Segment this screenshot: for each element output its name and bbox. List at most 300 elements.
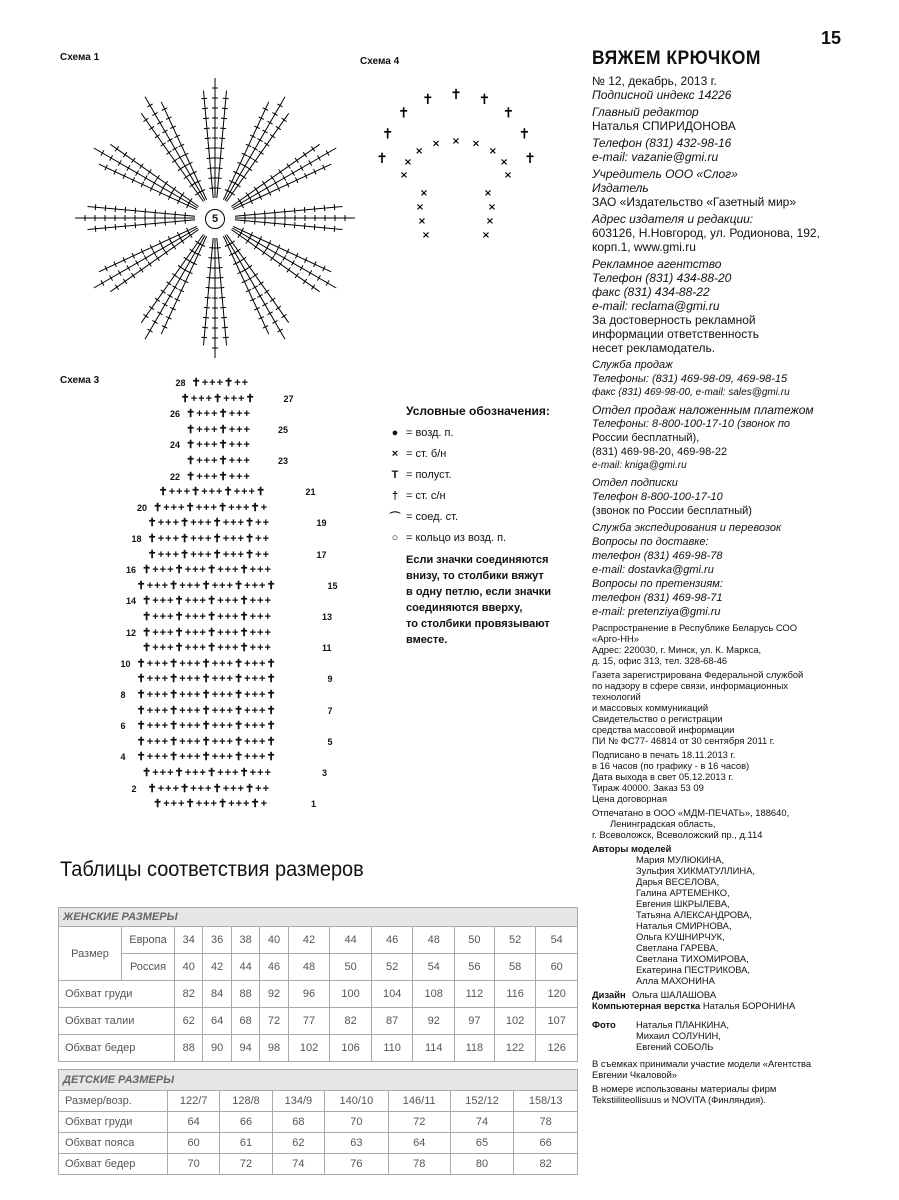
stitch-mark: [195, 241, 200, 244]
cell: 92: [260, 981, 288, 1008]
printed-2: Ленинградская область,: [610, 818, 716, 829]
stitch-mark: [220, 128, 226, 129]
stitch-mark: [115, 206, 116, 212]
cell: 94: [231, 1035, 259, 1062]
cod-phones: Телефоны: 8-800-100-17-10 (звонок по: [592, 418, 790, 430]
women-section-title: ЖЕНСКИЕ РАЗМЕРЫ: [59, 908, 578, 927]
kids-size-label: Размер/возр.: [59, 1091, 168, 1112]
scheme-3-row-number: 4: [120, 752, 126, 763]
stitch-mark: [282, 118, 287, 121]
scheme-3-row-stitches: ✝+++✝+++✝+++✝+++: [142, 626, 272, 639]
europe-size: 48: [413, 927, 455, 954]
scheme-3-row-stitches: ✝+++✝+++✝+++✝+++✝: [136, 689, 277, 701]
stitch-mark: [204, 128, 210, 129]
legend-item: [384, 527, 564, 548]
stitch-mark: [162, 303, 167, 306]
issue: № 12, декабрь, 2013 г.: [592, 74, 717, 88]
cell: 78: [514, 1112, 578, 1133]
russia-size: 54: [413, 954, 455, 981]
stitch-mark: [247, 265, 252, 268]
russia-size: 44: [231, 954, 259, 981]
stitch-mark: ✝: [478, 91, 491, 108]
russia-size: 52: [371, 954, 413, 981]
stitch-mark: [284, 221, 285, 227]
russia-size: 40: [175, 954, 203, 981]
table-row: [59, 1035, 578, 1062]
table-row: [59, 981, 578, 1008]
scheme-3-row-stitches: ✝+++✝+++✝+++✝+++: [142, 564, 272, 577]
stitch-mark: ×: [471, 138, 481, 150]
print-1: Подписано в печать 18.11.2013 г.: [592, 749, 736, 760]
scheme-3-row-stitches: ✝+++✝+++✝+++✝+: [153, 501, 269, 514]
stitch-mark: [271, 175, 274, 180]
scheme-3-row-stitches: ✝+++✝+++: [186, 423, 251, 436]
stitch-mark: [204, 307, 210, 308]
stitch-mark: [238, 233, 241, 238]
stitch-mark: [223, 98, 229, 99]
stitch-mark: [201, 337, 207, 338]
stitch-mark: [110, 155, 113, 160]
stitch-mark: [264, 290, 269, 293]
cell: 118: [455, 1035, 495, 1062]
photographer-name: Евгений СОБОЛЬ: [636, 1041, 714, 1052]
stitch-mark: [208, 268, 214, 269]
expedition-q1: Вопросы по доставке:: [592, 536, 709, 548]
stitch-mark: ×: [431, 138, 441, 150]
stitch-mark: [155, 210, 156, 216]
stitch-mark: [172, 274, 177, 277]
europe-size: 42: [288, 927, 330, 954]
stitch-mark: [317, 155, 320, 160]
stitch-mark: [205, 138, 211, 139]
scheme-3-row-stitches: ✝+++✝+++✝+++✝+++✝: [136, 704, 277, 717]
cell: 122: [494, 1035, 536, 1062]
stitch-mark: ✝: [524, 151, 536, 167]
stitch-mark: [274, 250, 277, 255]
stitch-mark: [242, 268, 247, 271]
stitch-mark: [270, 135, 275, 138]
stitch-mark: [156, 175, 159, 180]
author-name: Светлана ТИХОМИРОВА,: [636, 953, 749, 964]
models-2: Евгении Чкаловой»: [592, 1069, 678, 1080]
author-name: Евгения ШКРЫЛЕВА,: [636, 898, 730, 909]
author-name: Мария МУЛЮКИНА,: [636, 854, 725, 865]
sales-title: Служба продаж: [592, 359, 673, 371]
legend-text: = возд. п.: [406, 426, 454, 439]
kids-size: 128/8: [220, 1091, 272, 1112]
stitch-mark: [274, 180, 277, 185]
cell: 100: [330, 981, 372, 1008]
stitch-mark: [217, 238, 227, 346]
europe-size: 38: [231, 927, 259, 954]
stitch-mark: [265, 220, 266, 226]
cell: 112: [455, 981, 495, 1008]
cell: 110: [371, 1035, 413, 1062]
stitch-mark: [245, 218, 246, 224]
legend-note-line: Если значки соединяются: [406, 554, 549, 566]
stitch-mark: [257, 139, 262, 142]
stitch-mark: [172, 286, 177, 289]
row-label: Обхват пояса: [59, 1133, 168, 1154]
cell: 98: [260, 1035, 288, 1062]
stitch-mark: [153, 250, 156, 255]
stitch-mark: [148, 169, 151, 174]
print-3: Дата выхода в свет 05.12.2013 г.: [592, 771, 734, 782]
stitch-mark: [147, 329, 152, 332]
scheme-3-row-number: 8: [120, 690, 126, 700]
stitch-mark: [140, 267, 143, 272]
stitch-mark: [236, 184, 241, 187]
cell: 62: [272, 1133, 324, 1154]
stitch-mark: [311, 146, 314, 151]
stitch-mark: [144, 255, 147, 260]
legend-note: [384, 552, 564, 648]
stitch-mark: [218, 287, 224, 288]
europe-size: 46: [371, 927, 413, 954]
stitch-mark: [155, 298, 160, 301]
stitch-mark: [123, 279, 126, 284]
stitch-mark: [283, 255, 286, 260]
scheme-3-row-stitches: ✝+++✝+++: [186, 439, 251, 452]
stitch-mark: [262, 303, 267, 306]
publisher-title: Издатель: [592, 181, 649, 195]
stitch-mark: [326, 280, 329, 285]
scheme-3-row-stitches: ✝+++✝+++: [186, 408, 251, 421]
scheme-3-row-number: 10: [120, 658, 131, 669]
scheme-3-row-number: 2: [131, 783, 137, 794]
cell: 92: [413, 1008, 455, 1035]
stitch-mark: [241, 175, 246, 178]
cell: 63: [325, 1133, 389, 1154]
layout-name: Наталья БОРОНИНА: [702, 1000, 796, 1011]
size-label: Размер: [59, 927, 122, 981]
stitch-mark: [140, 164, 143, 169]
registration-1: Газета зарегистрирована Федеральной службой: [592, 669, 804, 680]
registration-4: и массовых коммуникаций: [592, 702, 709, 713]
cell: 102: [288, 1035, 330, 1062]
scheme-3-row-stitches: ✝+++✝+++✝+++✝++: [147, 782, 271, 795]
stitch-mark: [166, 282, 171, 285]
kids-section-title: ДЕТСКИЕ РАЗМЕРЫ: [59, 1070, 578, 1091]
scheme-3-row-number: 9: [327, 674, 333, 685]
stitch-mark: [259, 282, 264, 285]
models-1: В съемках принимали участие модели «Агентства: [592, 1058, 812, 1069]
cell: 74: [450, 1112, 514, 1133]
cell: 84: [203, 981, 231, 1008]
cell: 126: [536, 1035, 578, 1062]
registration-3: технологий: [592, 691, 641, 702]
expedition-phone-1: телефон (831) 469-98-78: [592, 550, 723, 562]
stitch-mark: [300, 265, 303, 270]
scheme-3-row-number: 25: [278, 424, 289, 435]
stitch-mark: [132, 158, 135, 163]
legend-text: = соед. ст.: [406, 510, 459, 523]
row-label: Обхват груди: [59, 1112, 168, 1133]
scheme-3-row-number: 24: [170, 440, 181, 451]
subscription-title: Отдел подписки: [592, 477, 678, 489]
stitch-mark: [136, 260, 139, 265]
stitch-mark: [181, 193, 184, 198]
stitch-mark: ×: [417, 216, 427, 227]
stitch-mark: [157, 312, 162, 315]
stitch-mark: [295, 158, 298, 163]
scheme-3-row-stitches: ✝+++✝+++✝+++✝+++: [142, 595, 272, 608]
scheme-3-row-stitches: ✝+++✝+++✝: [180, 392, 256, 405]
publisher: ЗАО «Издательство «Газетный мир»: [592, 195, 797, 209]
stitch-mark: [209, 248, 215, 249]
cell: 96: [288, 981, 330, 1008]
stitch-mark: [291, 260, 294, 265]
scheme-3-row-number: 18: [131, 534, 142, 544]
registration-7: ПИ № ФС77- 46814 от 30 сентября 2011 г.: [592, 735, 775, 746]
stitch-mark: [123, 152, 126, 157]
stitch-mark: ✝: [421, 91, 434, 108]
scheme-3-row-number: 22: [170, 471, 181, 482]
stitch-mark: [182, 165, 187, 168]
stitch-mark: ×: [399, 170, 409, 181]
cell: 104: [371, 981, 413, 1008]
stitch-mark: [304, 207, 305, 213]
stitch-mark: [135, 208, 136, 214]
stitch-mark: [221, 317, 227, 318]
cell: 74: [272, 1154, 324, 1175]
stitch-mark: [274, 220, 275, 226]
cell: 107: [536, 1008, 578, 1035]
stitch-mark: ×: [487, 202, 497, 213]
legend-note-line: вместе.: [406, 634, 448, 646]
printed-1: Отпечатано в ООО «МДМ-ПЕЧАТЬ», 188640,: [592, 807, 790, 818]
stitch-mark: [135, 222, 136, 228]
stitch-mark: [270, 298, 275, 301]
stitch-mark: [222, 108, 228, 109]
scheme-3-row-number: 11: [322, 643, 332, 654]
scheme-3-row-stitches: ✝+++✝+++: [186, 455, 251, 467]
stitch-mark: [118, 160, 121, 165]
scheme-3-row-stitches: ✝+++✝+++✝+++✝++: [147, 533, 271, 545]
stitch-mark: [219, 138, 225, 139]
cell: 70: [325, 1112, 389, 1133]
europe-size: 50: [455, 927, 495, 954]
sales-fax: факс (831) 469-98-00, e-mail: sales@gmi.ru: [592, 387, 790, 398]
editor-title: Главный редактор: [592, 105, 699, 119]
ad-agency-title: Рекламное агентство: [592, 257, 722, 271]
stitch-mark: [143, 118, 148, 121]
stitch-mark: [132, 273, 135, 278]
size-tables-heading: Таблицы соответствия размеров: [60, 858, 364, 881]
cell: 116: [494, 981, 536, 1008]
stitch-mark: [165, 211, 166, 217]
ad-note-2: информации ответственность: [592, 327, 759, 341]
kids-size: 146/11: [388, 1091, 450, 1112]
cell: 65: [450, 1133, 514, 1154]
stitch-mark: [300, 165, 303, 170]
legend-symbol: ○: [391, 531, 399, 544]
legend-note-line: внизу, то столбики вяжут: [406, 570, 544, 582]
stitch-mark: [294, 222, 295, 228]
legend-symbol: ●: [391, 426, 399, 439]
stitch-mark: [177, 156, 182, 159]
stitch-mark: [148, 262, 151, 267]
scheme-3-row-stitches: ✝+++✝+++✝+++✝+++: [142, 642, 272, 655]
cell: 88: [175, 1035, 203, 1062]
stitch-mark: [156, 256, 159, 261]
stitch-mark: [162, 185, 165, 190]
page-number: 15: [820, 28, 841, 48]
stitch-mark: [155, 135, 160, 138]
stitch-mark: ×: [451, 136, 461, 147]
cell: 82: [514, 1154, 578, 1175]
stitch-mark: [283, 175, 286, 180]
scheme-1-center-ring: 5: [205, 209, 225, 229]
stitch-mark: [164, 181, 167, 186]
stitch-mark: [217, 168, 223, 169]
cell: 80: [450, 1154, 514, 1175]
stitch-mark: [149, 126, 154, 129]
ad-note-3: несет рекламодатель.: [592, 341, 716, 355]
stitch-mark: [203, 91, 213, 199]
stitch-mark: [110, 275, 113, 280]
stitch-mark: [177, 277, 182, 280]
kids-size: 140/10: [325, 1091, 389, 1112]
stitch-mark: [334, 204, 335, 210]
kids-size: 122/7: [168, 1091, 220, 1112]
stitch-mark: [178, 265, 183, 268]
stitch-mark: [167, 294, 172, 297]
address-line-2: корп.1, www.gmi.ru: [592, 240, 696, 254]
author-name: Галина АРТЕМЕНКО,: [636, 887, 730, 898]
stitch-mark: [223, 337, 229, 338]
russia-size: 50: [330, 954, 372, 981]
legend-symbol: ×: [391, 447, 399, 460]
stitch-mark: [294, 208, 295, 214]
stitch-mark: [88, 206, 196, 216]
stitch-mark: [149, 306, 154, 309]
authors-title: Авторы моделей: [592, 843, 672, 854]
stitch-mark: [166, 151, 171, 154]
cell: 64: [388, 1133, 450, 1154]
legend-symbol: T: [391, 468, 399, 481]
stitch-mark: [247, 156, 252, 159]
scheme-3-title: Схема 3: [60, 375, 100, 386]
print-2: в 16 часов (по графику - в 16 часов): [592, 760, 750, 771]
stitch-mark: [152, 113, 157, 116]
stitch-mark: [161, 290, 166, 293]
photo-row: [592, 1019, 852, 1052]
stitch-mark: [291, 170, 294, 175]
author-name: Наталья СМИРНОВА,: [636, 920, 732, 931]
subscription-phone-2: (звонок по России бесплатный): [592, 505, 752, 517]
imprint: [592, 48, 852, 1108]
author-name: Светлана ГАРЕВА,: [636, 942, 719, 953]
stitch-mark: [255, 219, 256, 225]
stitch-mark: [95, 226, 96, 232]
stitch-mark: [185, 212, 186, 218]
scheme-3-row-number: 17: [316, 549, 327, 560]
stitch-mark: [230, 192, 235, 195]
legend-item: [384, 506, 564, 527]
expedition-title: Служба экспедирования и перевозок: [592, 522, 782, 534]
cell: 82: [175, 981, 203, 1008]
design-label: Дизайн: [592, 989, 626, 1000]
cell: 76: [325, 1154, 389, 1175]
design-name: Ольга ШАЛАШОВА: [632, 989, 717, 1000]
legend: [384, 404, 564, 648]
russia-size: 58: [494, 954, 536, 981]
stitch-mark: [265, 245, 268, 250]
cell: 106: [330, 1035, 372, 1062]
europe-size: 40: [260, 927, 288, 954]
cell: 102: [494, 1008, 536, 1035]
scheme-3-row-stitches: ✝+++✝+++✝+++✝+++✝: [136, 657, 277, 670]
legend-symbol: †: [391, 489, 399, 502]
stitch-mark: [279, 169, 282, 174]
stitch-mark: [309, 270, 312, 275]
europe-label: Европа: [122, 927, 175, 954]
stitch-mark: [242, 165, 247, 168]
stitch-mark: [167, 139, 172, 142]
stitch-mark: [284, 209, 285, 215]
stitch-mark: [303, 279, 306, 284]
scheme-3-row-number: 7: [327, 705, 333, 716]
stitch-mark: [262, 181, 265, 186]
stitch-mark: [157, 121, 162, 124]
stitch-mark: ×: [499, 156, 509, 168]
scheme-3-row-stitches: ✝+++✝+++✝+++✝+++✝: [136, 720, 277, 733]
stitch-mark: [184, 257, 189, 260]
expedition-email-1: e-mail: dostavka@gmi.ru: [592, 564, 714, 576]
stitch-mark: [271, 256, 274, 261]
stitch-mark: [282, 314, 287, 317]
stitch-mark: [143, 314, 148, 317]
stitch-mark: [247, 167, 252, 170]
scheme-3-row-number: 26: [170, 409, 181, 420]
scheme-3-row-stitches: ✝+++✝+++✝+++✝+++✝: [136, 579, 277, 592]
editor-phone: Телефон (831) 432-98-16: [592, 136, 732, 150]
kids-size-table: [58, 1069, 578, 1175]
scheme-3-row-stitches: ✝+++✝+++✝+++✝+: [153, 798, 269, 811]
stitch-mark: ×: [415, 202, 425, 213]
kids-size: 134/9: [272, 1091, 324, 1112]
cell: 88: [231, 981, 259, 1008]
ad-email: e-mail: reclama@gmi.ru: [592, 299, 720, 313]
scheme-3-row-number: 19: [316, 518, 327, 529]
subscription-index: Подписной индекс 14226: [592, 88, 732, 102]
scheme-3-row-number: 28: [175, 378, 186, 388]
stitch-mark: [206, 148, 212, 149]
scheme-3-row-stitches: ✝+++✝++: [191, 377, 250, 389]
scheme-3-row-stitches: ✝+++✝+++✝+++✝+++: [142, 611, 272, 623]
table-row: [59, 1112, 578, 1133]
stitch-mark: [201, 98, 207, 99]
stitch-mark: [95, 204, 96, 210]
stitch-mark: [246, 239, 249, 244]
stitch-mark: [162, 245, 165, 250]
stitch-mark: [253, 159, 258, 162]
belarus-3: Адрес: 220030, г. Минск, ул. К. Маркса,: [592, 644, 762, 655]
scheme-3-row-number: 1: [311, 799, 317, 810]
stitch-mark: [287, 267, 290, 272]
cell: 64: [168, 1112, 220, 1133]
kids-size: 158/13: [514, 1091, 578, 1112]
stitch-mark: [203, 317, 209, 318]
row-label: Обхват талии: [59, 1008, 175, 1035]
expedition-phone-2: телефон (831) 469-98-71: [592, 592, 723, 604]
cell: 90: [203, 1035, 231, 1062]
cell: 72: [260, 1008, 288, 1035]
stitch-mark: [218, 148, 224, 149]
stitch-mark: [208, 258, 214, 259]
stitch-mark: [219, 297, 225, 298]
